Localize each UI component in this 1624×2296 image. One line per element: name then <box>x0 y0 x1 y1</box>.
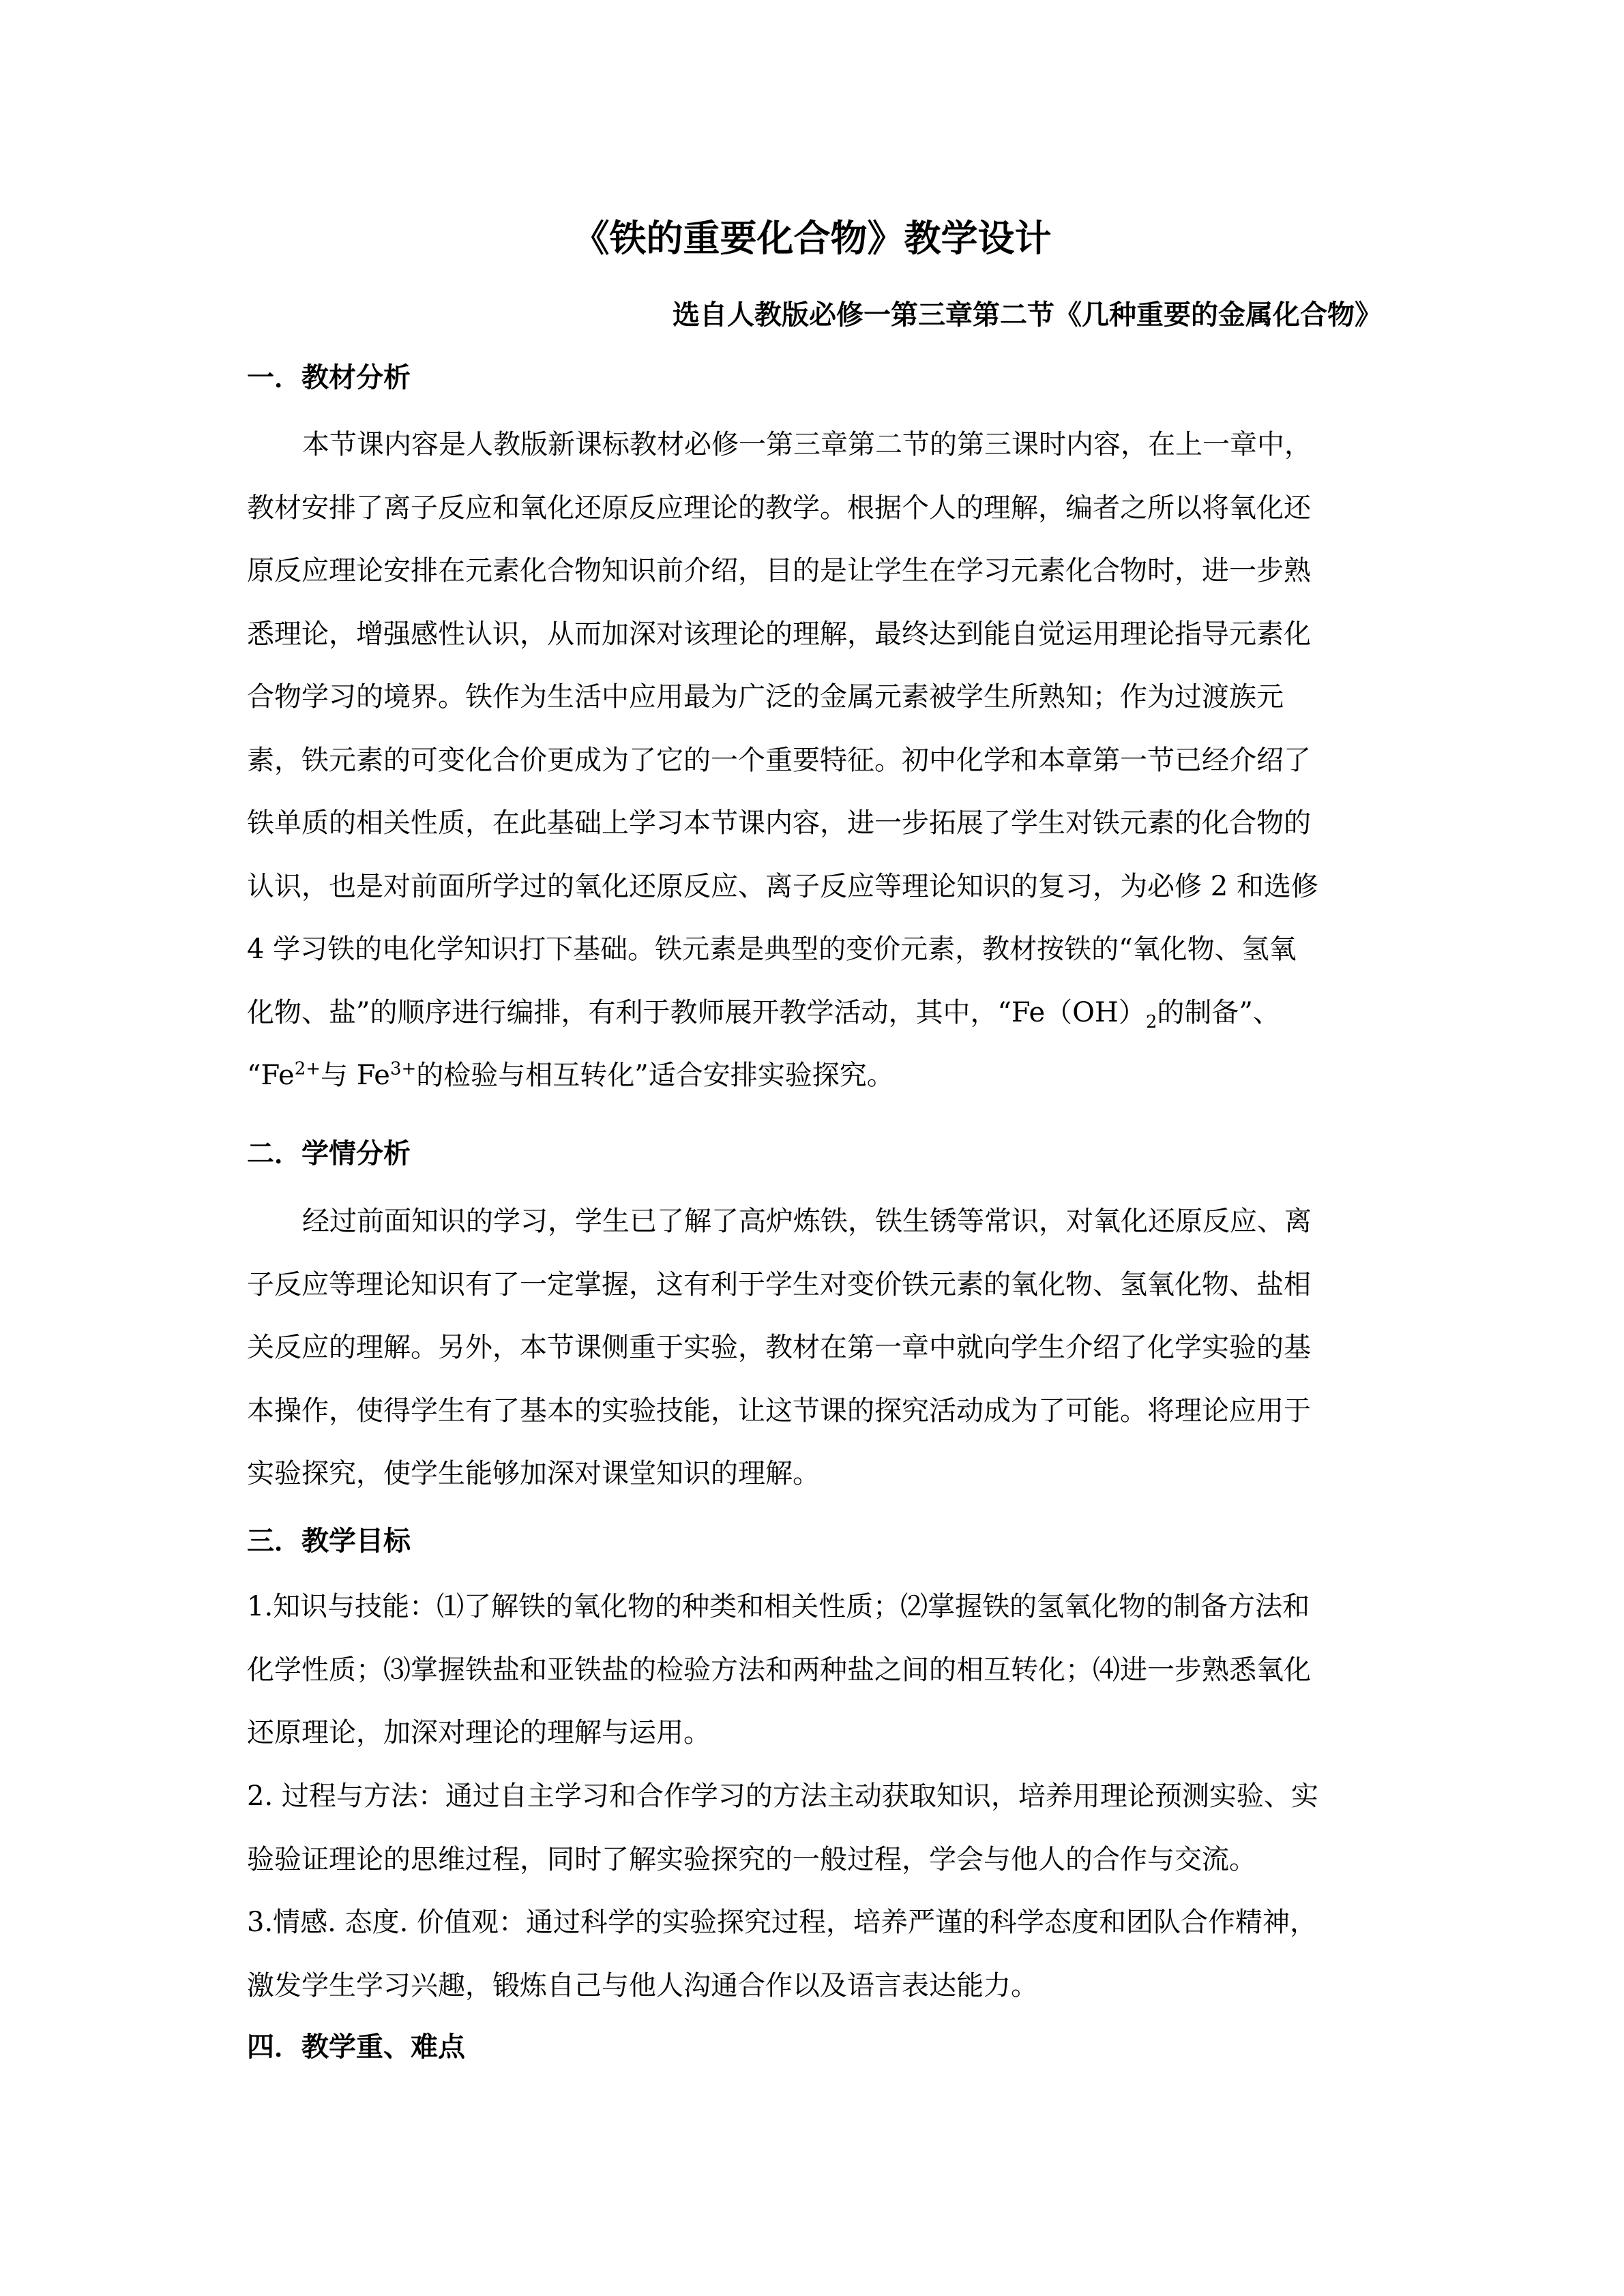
p5-line: 3.情感. 态度. 价值观：通过科学的实验探究过程，培养严谨的科学态度和团队合作精神， <box>247 1907 1318 1938</box>
p1-line: 悉理论，增强感性认识，从而加深对该理论的理解，最终达到能自觉运用理论指导元素化 <box>247 618 1311 650</box>
section-heading-textbook-analysis: 一．教材分析 <box>247 362 411 393</box>
paragraph-textbook-analysis <box>247 413 1383 1107</box>
document-title: 《铁的重要化合物》教学设计 <box>572 217 1052 260</box>
p5-line: 激发学生学习兴趣，锻炼自己与他人沟通合作以及语言表达能力。 <box>247 1969 1038 2001</box>
section-heading-key-points: 四．教学重、难点 <box>247 2031 465 2063</box>
p1-line: “$Fe^{2+}$与 $Fe^{3+}$的检验与相互转化”适合安排实验探究。 <box>247 1058 894 1091</box>
p1-line: 原反应理论安排在元素化合物知识前介绍，目的是让学生在学习元素化合物时，进一步熟 <box>247 555 1311 586</box>
paragraph-objective-attitude <box>247 1891 1383 2017</box>
p1-line: 本节课内容是人教版新课标教材必修一第三章第二节的第三课时内容，在上一章中， <box>302 429 1312 460</box>
p1-line: 合物学习的境界。铁作为生活中应用最为广泛的金属元素被学生所熟知；作为过渡族元 <box>247 681 1284 713</box>
p1-line: 素，铁元素的可变化合价更成为了它的一个重要特征。初中化学和本章第一节已经介绍了 <box>247 744 1311 776</box>
p2-line: 关反应的理解。另外，本节课侧重于实验，教材在第一章中就向学生介绍了化学实验的基 <box>247 1332 1311 1363</box>
p2-line: 子反应等理论知识有了一定掌握，这有利于学生对变价铁元素的氧化物、氢氧化物、盐相 <box>247 1268 1311 1300</box>
p4-line: 2. 过程与方法：通过自主学习和合作学习的方法主动获取知识，培养用理论预测实验、实 <box>247 1780 1318 1812</box>
paragraph-student-analysis <box>247 1190 1383 1506</box>
p1-line: 化物、盐”的顺序进行编排，有利于教师展开教学活动，其中，“$Fe(OH)_2$的制备”、 <box>247 996 1280 1032</box>
p3-line: 1.知识与技能：⑴了解铁的氧化物的种类和相关性质；⑵掌握铁的氢氧化物的制备方法和 <box>247 1591 1310 1622</box>
section-heading-student-analysis: 二．学情分析 <box>247 1138 411 1169</box>
p1-line: 4 学习铁的电化学知识打下基础。铁元素是典型的变价元素，教材按铁的“氧化物、氢氧 <box>247 934 1297 965</box>
p4-line: 验验证理论的思维过程，同时了解实验探究的一般过程，学会与他人的合作与交流。 <box>247 1843 1256 1875</box>
p2-line: 经过前面知识的学习，学生已了解了高炉炼铁，铁生锈等常识，对氧化还原反应、离 <box>302 1206 1312 1237</box>
p1-line: 教材安排了离子反应和氧化还原反应理论的教学。根据个人的理解，编者之所以将氧化还 <box>247 492 1311 524</box>
section-heading-teaching-objectives: 三．教学目标 <box>247 1525 411 1557</box>
paragraph-objective-process <box>247 1765 1383 1891</box>
document-subtitle: 选自人教版必修一第三章第二节《几种重要的金属化合物》 <box>673 299 1382 331</box>
paragraph-objective-knowledge <box>247 1575 1383 1765</box>
p1-line: 铁单质的相关性质，在此基础上学习本节课内容，进一步拓展了学生对铁元素的化合物的 <box>247 807 1311 839</box>
p1-line: 认识，也是对前面所学过的氧化还原反应、离子反应等理论知识的复习，为必修 2 和选修 <box>247 870 1318 902</box>
p3-line: 化学性质；⑶掌握铁盐和亚铁盐的检验方法和两种盐之间的相互转化；⑷进一步熟悉氧化 <box>247 1654 1311 1686</box>
p2-line: 本操作，使得学生有了基本的实验技能，让这节课的探究活动成为了可能。将理论应用于 <box>247 1395 1311 1427</box>
p3-line: 还原理论，加深对理论的理解与运用。 <box>247 1717 711 1748</box>
p2-line: 实验探究，使学生能够加深对课堂知识的理解。 <box>247 1458 820 1489</box>
